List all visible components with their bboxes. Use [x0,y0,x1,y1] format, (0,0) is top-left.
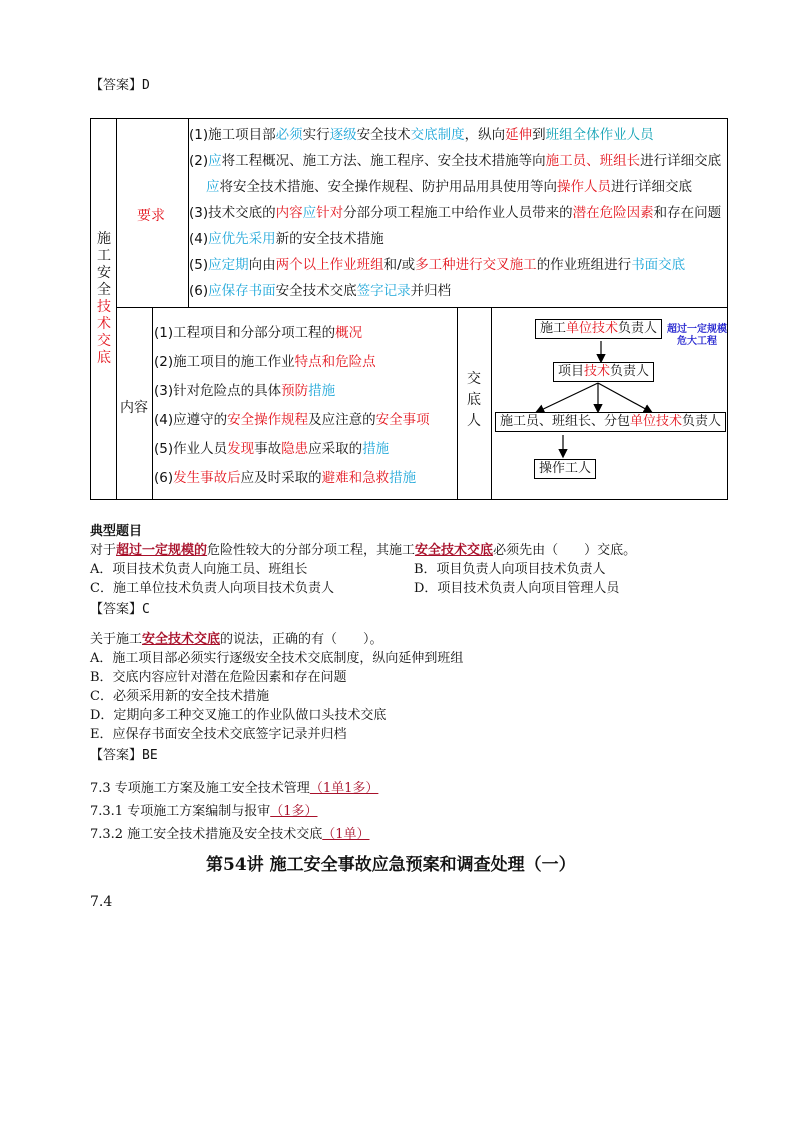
q1-option-a: A．项目技术负责人向施工员、班组长 [90,562,308,577]
q2-answer: 【答案】BE [90,748,158,763]
item-number: (6) [189,283,209,299]
question-1-stem: 对于超过一定规模的危险性较大的分部分项工程，其施工安全技术交底必须先由（ ）交底。 [90,543,637,558]
text-segment: 施工员、班组长、分包 [500,414,631,429]
text-segment: 发现 [227,441,255,457]
safety-disclosure-table [90,118,728,500]
text-segment: 技术交底的 [208,205,276,221]
text-segment: 措施 [389,470,417,486]
text-segment: 应遵守的 [173,412,228,428]
flow-box-staff [495,412,726,432]
text-segment: 和存在问题 [653,205,722,221]
text-segment: 操作人员 [557,179,611,195]
item-number: (5) [189,257,209,273]
text-segment: 将安全技术措施、安全操作规程、防护用品用具使用等向 [219,179,557,195]
text-segment: 单位技术 [630,414,683,429]
text-segment: 事故 [254,441,282,457]
flow-box-project-tech-lead [553,362,654,382]
text-segment: 及应注意的 [308,412,376,428]
text-segment: 新的安全技术措施 [275,231,384,247]
text-segment: 负责人 [618,321,658,336]
text-segment: 应保存书面 [208,283,276,299]
text-segment: 预防 [281,383,309,399]
text-segment: 安全技术 [356,127,411,143]
item-number: (2) [154,354,174,370]
text-segment: 进行详细交底 [611,179,692,195]
content-label: 内容 [120,400,148,416]
text-segment: 并归档 [410,283,452,299]
text-segment: 概况 [335,325,363,341]
text-segment: 应及时采取的 [240,470,322,486]
item-number: (3) [189,205,209,221]
q1-option-d: D．项目技术负责人向项目管理人员 [414,581,620,596]
item-number: (1) [154,325,174,341]
item-number: (4) [154,412,174,428]
question-2-stem: 关于施工安全技术交底的说法，正确的有（ ）。 [90,632,383,647]
arrow-2-to-3-right [598,383,651,412]
item-number: (3) [154,383,174,399]
text-segment: 针对 [316,205,344,221]
text-segment: 发生事故后 [173,470,241,486]
text-segment: 应 [208,153,222,169]
q2-option-b: B．交底内容应针对潜在危险因素和存在问题 [90,670,347,685]
text-segment: 隐患 [281,441,309,457]
text-segment: 安全事项 [375,412,430,428]
text-segment: 应 [206,179,220,195]
text-segment: 负责人 [610,364,650,379]
q2-option-e: E．应保存书面安全技术交底签字记录并归档 [90,727,347,742]
lecture-title: 第54讲 施工安全事故应急预案和调查处理（一） [206,855,576,875]
flow-box-workers [534,459,596,479]
text-segment: 向由 [248,257,276,273]
text-segment: 单位技术 [566,321,619,336]
text-segment: 应优先采用 [208,231,276,247]
text-segment: 的作业班组进行 [536,257,632,273]
item-number: (6) [154,470,174,486]
q2-option-c: C．必须采用新的安全技术措施 [90,689,269,704]
text-segment: 必须 [275,127,303,143]
text-segment: 施工员、班组长 [545,153,641,169]
section-7-4: 7.4 [90,894,113,910]
flowchart-arrows [91,119,729,501]
section-7-3-1: 7.3.1 专项施工方案编制与报审（1多） [90,804,318,819]
text-segment: 内容 [275,205,303,221]
text-segment: 书面交底 [631,257,686,273]
q1-option-b: B．项目负责人向项目技术负责人 [414,562,606,577]
text-segment: 进行详细交底 [640,153,722,169]
flow-note: 超过一定规模 危大工程 [667,324,727,347]
text-segment: 针对危险点的具体 [173,383,282,399]
text-segment: 应定期 [208,257,249,273]
text-segment: 施工项目部 [208,127,276,143]
arrow-2-to-3-left [537,383,598,412]
text-segment: 两个以上作业班组 [275,257,384,273]
text-segment: 应 [302,205,317,221]
text-segment: 多工种进行交叉施工 [415,257,537,273]
section-7-3-2: 7.3.2 施工安全技术措施及安全技术交底（1单） [90,827,370,842]
flow-box-construction-tech-lead [535,319,662,339]
text-segment: 到 [532,127,546,143]
text-segment: 操作工人 [539,461,592,476]
text-segment: 措施 [362,441,390,457]
q2-option-d: D．定期向多工种交叉施工的作业队做口头技术交底 [90,708,387,723]
text-segment: 交底制度 [410,127,465,143]
text-segment: 实行 [302,127,330,143]
item-number: (4) [189,231,209,247]
item-number: (2) [189,153,209,169]
text-segment: 技术 [584,364,611,379]
item-number: (5) [154,441,174,457]
requirements-label: 要求 [137,208,165,224]
table-side-label: 施 工 安 全 技 术 交 底 [97,231,111,366]
text-segment: 负责人 [682,414,722,429]
text-segment: 将工程概况、施工方法、施工程序、安全技术措施等向 [221,153,546,169]
q2-option-a: A．施工项目部必须实行逐级安全技术交底制度，纵向延伸到班组 [90,651,464,666]
text-segment: 施工项目的施工作业 [173,354,295,370]
answer-label: 【答案】D [90,78,150,93]
text-segment: 项目 [558,364,585,379]
text-segment: 班组全体作业人员 [545,127,654,143]
text-segment: 延伸 [505,127,533,143]
q1-answer: 【答案】C [90,602,150,617]
item-number: (1) [189,127,209,143]
text-segment: 作业人员 [173,441,228,457]
section-7-3: 7.3 专项施工方案及施工安全技术管理（1单1多） [90,781,379,796]
text-segment: 分部分项工程施工中给作业人员带来的 [343,205,573,221]
text-segment: 避难和急救 [321,470,390,486]
text-segment: 工程项目和分部分项工程的 [173,325,336,341]
text-segment: 施工 [540,321,567,336]
text-segment: 潜在危险因素 [572,205,654,221]
text-segment: ，纵向 [464,127,506,143]
text-segment: 和/或 [383,257,416,273]
text-segment: 安全操作规程 [227,412,309,428]
typical-question-heading: 典型题目 [90,524,143,539]
text-segment: 安全技术交底 [275,283,357,299]
handover-person-label: 交 底 人 [467,371,481,429]
text-segment: 签字记录 [356,283,411,299]
text-segment: 应采取的 [308,441,363,457]
text-segment: 措施 [308,383,336,399]
text-segment: 逐级 [329,127,357,143]
q1-option-c: C．施工单位技术负责人向项目技术负责人 [90,581,334,596]
text-segment: 特点和危险点 [294,354,376,370]
